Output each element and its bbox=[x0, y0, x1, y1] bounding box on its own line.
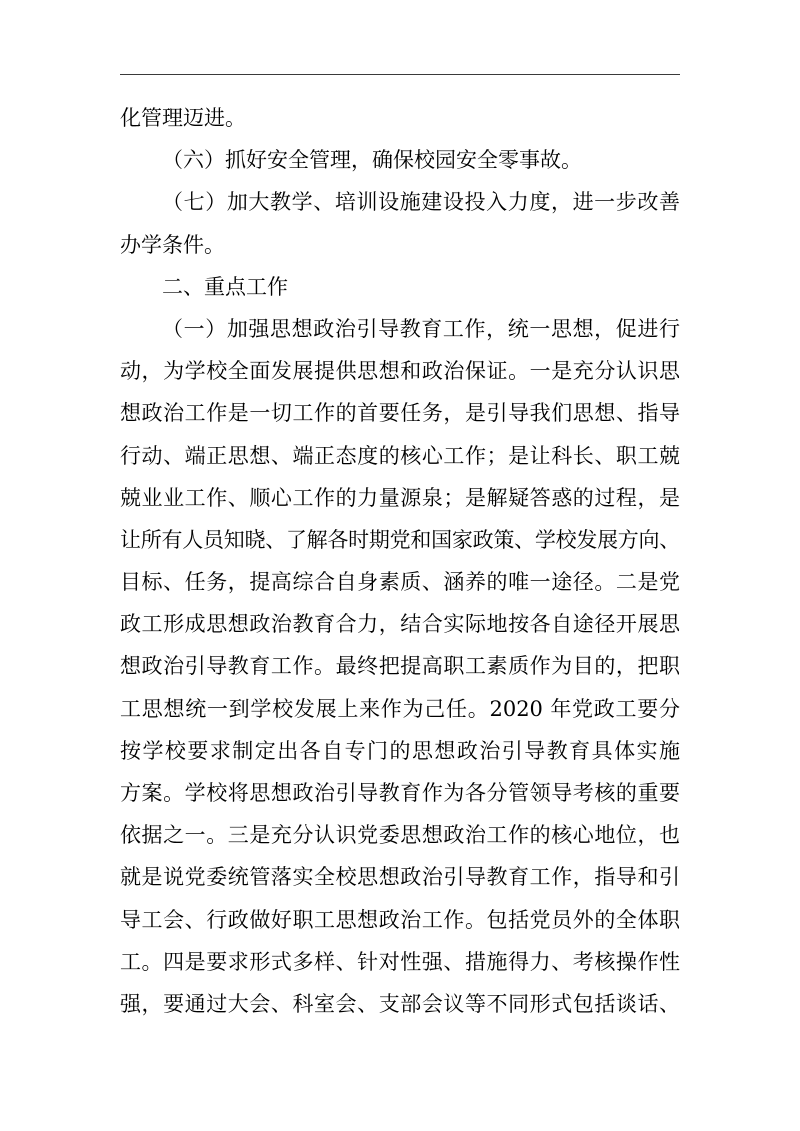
text-line: （一）加强思想政治引导教育工作，统一思想，促进行 bbox=[162, 316, 680, 341]
text-line: 政工形成思想政治教育合力，结合实际地按各自途径开展思 bbox=[120, 612, 680, 637]
text-line: 就是说党委统管落实全校思想政治引导教育工作，指导和引 bbox=[120, 865, 680, 890]
header-rule bbox=[120, 74, 680, 75]
text-line: 化管理迈进。 bbox=[120, 106, 246, 130]
text-line: 目标、任务，提高综合自身素质、涵养的唯一途径。二是党 bbox=[120, 570, 680, 595]
body-text bbox=[120, 97, 680, 1025]
text-line: 想政治工作是一切工作的首要任务，是引导我们思想、指导 bbox=[120, 401, 680, 426]
text-line: 导工会、行政做好职工思想政治工作。包括党员外的全体职 bbox=[120, 907, 680, 932]
text-line: 依据之一。三是充分认识党委思想政治工作的核心地位，也 bbox=[120, 823, 680, 848]
text-line: 动，为学校全面发展提供思想和政治保证。一是充分认识思 bbox=[120, 359, 680, 384]
text-line: 想政治引导教育工作。最终把提高职工素质作为目的，把职 bbox=[120, 654, 680, 679]
text-line: （七）加大教学、培训设施建设投入力度，进一步改善 bbox=[162, 190, 680, 215]
text-line: 行动、端正思想、端正态度的核心工作；是让科长、职工兢 bbox=[120, 443, 680, 468]
text-line: 兢业业工作、顺心工作的力量源泉；是解疑答惑的过程，是 bbox=[120, 485, 680, 510]
text-line: （六）抓好安全管理，确保校园安全零事故。 bbox=[162, 148, 582, 173]
text-line: 工思想统一到学校发展上来作为己任。2020 年党政工要分 bbox=[120, 696, 680, 721]
text-line: 工。四是要求形式多样、针对性强、措施得力、考核操作性 bbox=[120, 949, 680, 974]
text-line: 强，要通过大会、科室会、支部会议等不同形式包括谈话、 bbox=[120, 991, 680, 1016]
text-line: 办学条件。 bbox=[120, 232, 225, 257]
text-line: 按学校要求制定出各自专门的思想政治引导教育具体实施 bbox=[120, 738, 680, 763]
text-line: 方案。学校将思想政治引导教育作为各分管领导考核的重要 bbox=[120, 781, 680, 805]
section-heading: 二、重点工作 bbox=[162, 274, 288, 299]
text-line: 让所有人员知晓、了解各时期党和国家政策、学校发展方向、 bbox=[120, 527, 680, 552]
